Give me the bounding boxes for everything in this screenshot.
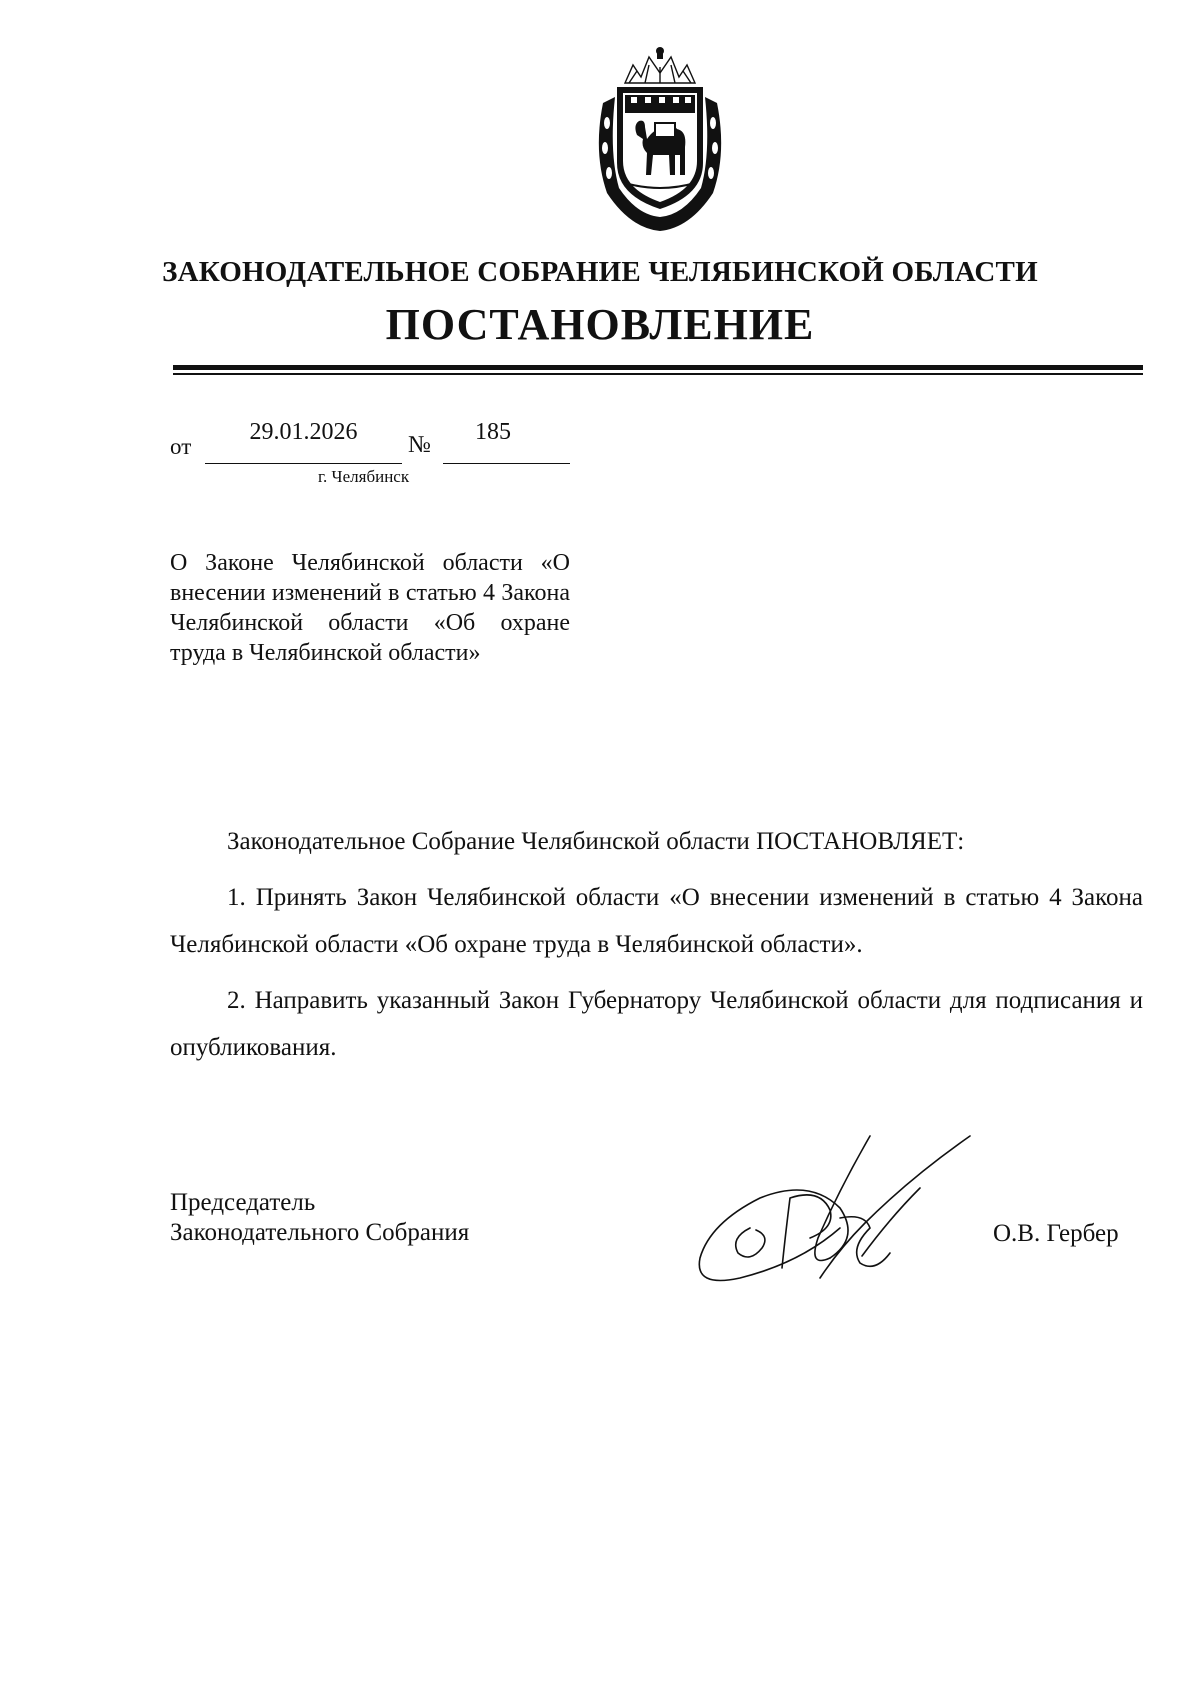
date-underline	[205, 463, 402, 464]
city-label: г. Челябинск	[318, 467, 410, 486]
document-number: 185	[475, 419, 511, 445]
document-type-title: ПОСТАНОВЛЕНИЕ	[385, 300, 815, 349]
date-prefix: от	[170, 434, 192, 459]
signatory-title-line2: Законодательного Собрания	[170, 1219, 470, 1246]
header-rule-thick	[173, 365, 1143, 370]
number-underline	[443, 463, 570, 464]
document-body	[170, 818, 1143, 1080]
signatory-name: О.В. Гербер	[993, 1220, 1119, 1247]
header-rule-thin	[173, 373, 1143, 375]
signatory-title-line1: Председатель	[170, 1189, 316, 1216]
document-subject: О Законе Челябинской области «О внесении изменений в статью 4 Закона Челябинской области «Об охране труда в Челябинской области»	[170, 550, 570, 666]
preamble: Законодательное Собрание Челябинской области ПОСТАНОВЛЯЕТ:	[227, 828, 965, 855]
handwritten-signature	[690, 1128, 980, 1308]
number-sign: №	[408, 432, 431, 458]
document-date: 29.01.2026	[249, 419, 358, 445]
coat-of-arms-icon	[585, 43, 735, 233]
list-item: 1. Принять Закон Челябинской области «О внесении изменений в статью 4 Закона Челябинской области «Об охране труда в Челябинской области».	[170, 884, 1143, 958]
signatory-title	[170, 1188, 469, 1248]
list-item: 2. Направить указанный Закон Губернатору Челябинской области для подписания и опубликования.	[170, 987, 1143, 1061]
organization-name: ЗАКОНОДАТЕЛЬНОЕ СОБРАНИЕ ЧЕЛЯБИНСКОЙ ОБЛАСТИ	[162, 256, 1038, 288]
